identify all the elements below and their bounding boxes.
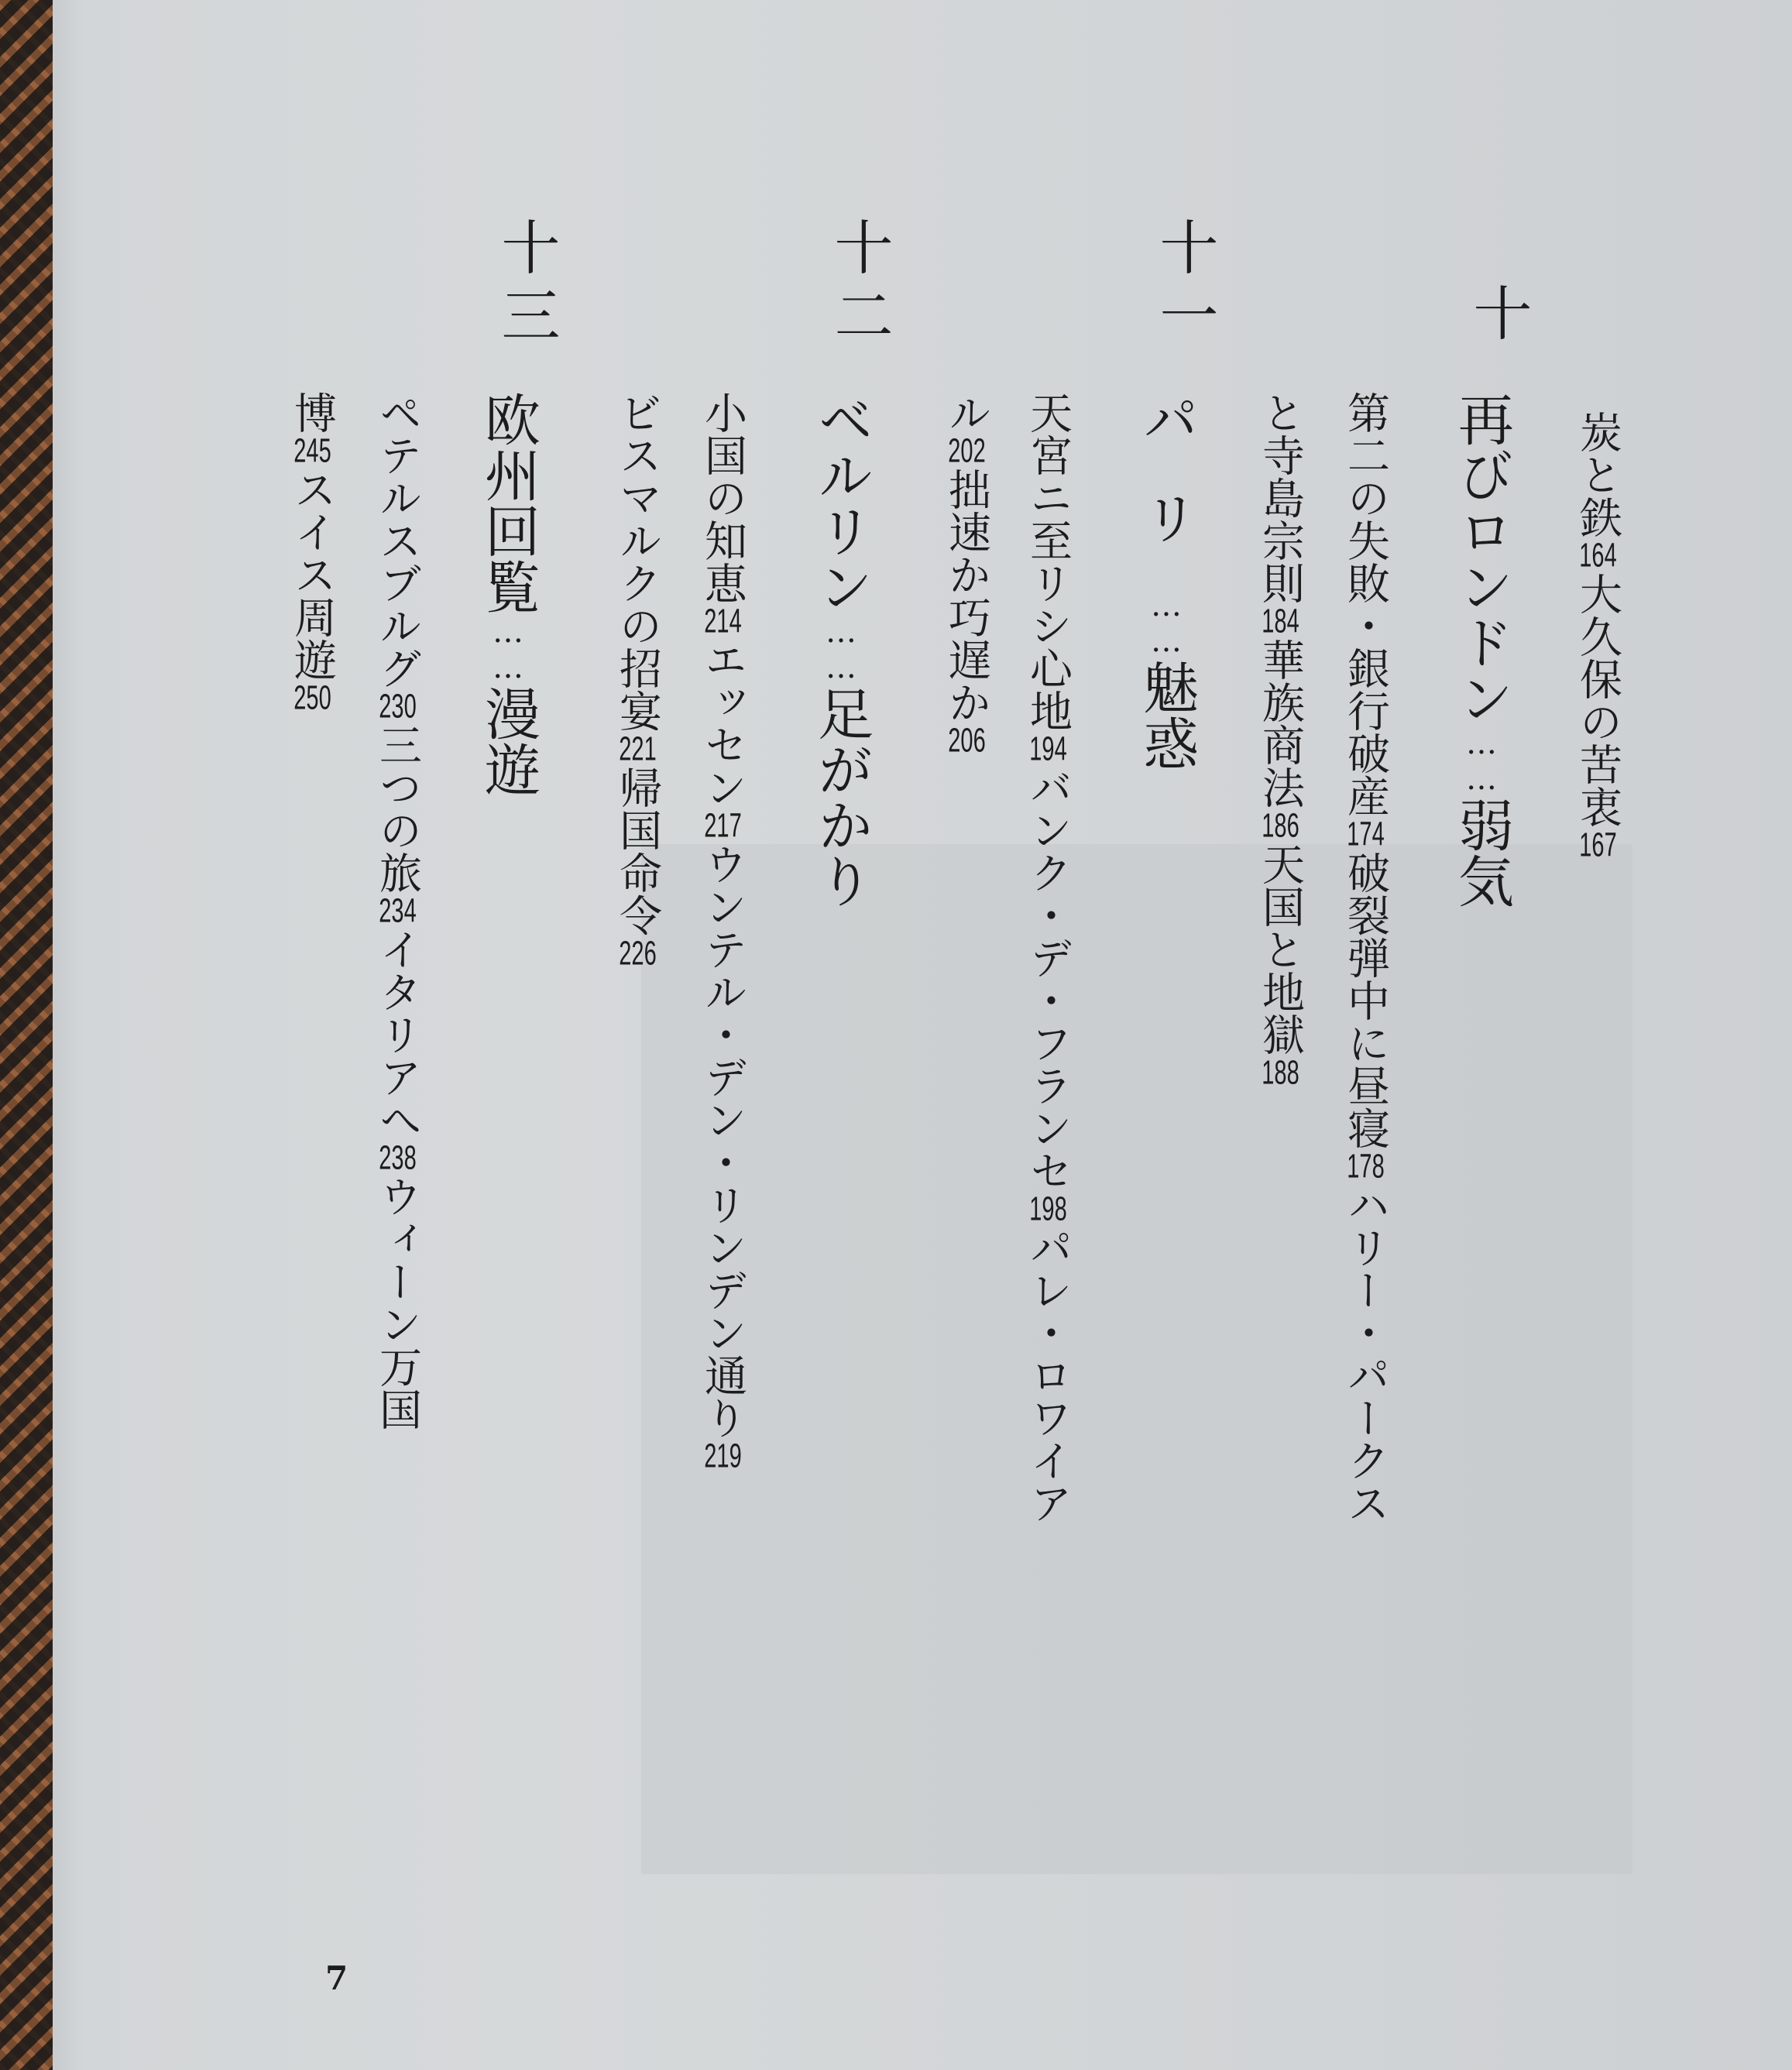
toc-item: 華族商法	[1255, 638, 1305, 808]
toc-column-13	[287, 391, 337, 715]
toc-item: 炭と鉄	[1573, 410, 1622, 538]
toc-column-9	[698, 391, 747, 1473]
page-number: 7	[325, 1959, 348, 1997]
toc-item: 小国の知恵	[698, 391, 747, 604]
chapter-title: 再びロンドン	[1449, 391, 1514, 726]
show-through-shadow	[641, 844, 1632, 1874]
page-ref: 188	[1262, 1056, 1299, 1090]
toc-item: ペテルスブルグ	[372, 391, 422, 689]
toc-item: イタリアへ	[372, 928, 422, 1141]
chapter-heading	[1449, 391, 1514, 908]
page-ref: 245	[294, 434, 331, 468]
page-ref: 194	[1029, 732, 1067, 766]
chapter-subtitle: 弱気	[1449, 797, 1514, 908]
toc-item: 三つの旅	[372, 723, 422, 894]
toc-column-1	[1573, 410, 1622, 862]
page-ref: 230	[379, 689, 417, 723]
chapter-subtitle: 足がかり	[808, 685, 874, 908]
fabric-spine	[0, 0, 53, 2070]
toc-item: ウンテル・デン・リンデン通り	[698, 843, 747, 1439]
toc-item: 帰国命令	[613, 766, 662, 936]
page-ref: 214	[704, 604, 742, 638]
chapter-subtitle: 魅惑	[1134, 659, 1199, 771]
toc-item: ル	[942, 391, 991, 434]
leader-dots: ……	[490, 614, 526, 685]
toc-column-6	[1023, 391, 1073, 1524]
chapter-heading	[475, 391, 541, 797]
toc-column-7	[942, 391, 991, 757]
toc-item: ウィーン万国	[372, 1175, 422, 1430]
page-ref: 234	[379, 894, 417, 928]
chapter-title: 欧州回覧	[475, 391, 541, 614]
chapter-heading	[808, 391, 874, 908]
page-ref: 186	[1262, 808, 1299, 843]
leader-dots: ……	[823, 614, 859, 685]
leader-dots: ……	[1148, 588, 1184, 659]
toc-item: パレ・ロワイア	[1023, 1226, 1073, 1524]
chapter-heading	[1134, 391, 1199, 771]
toc-item: 大久保の苦衷	[1573, 572, 1622, 828]
page-ref: 217	[704, 808, 742, 843]
toc-item: エッセン	[698, 638, 747, 808]
page-ref: 226	[619, 936, 657, 970]
page-ref: 178	[1347, 1149, 1385, 1183]
toc-item: ハリー・パークス	[1341, 1183, 1390, 1524]
page-ref: 238	[379, 1141, 417, 1175]
page-ref: 206	[948, 723, 986, 757]
toc-item: バンク・デ・フランセ	[1023, 766, 1073, 1192]
page-ref: 219	[704, 1439, 742, 1473]
toc-item: 天宮ニ至リシ心地	[1023, 391, 1073, 732]
page-ref: 164	[1579, 538, 1617, 572]
toc-item: と寺島宗則	[1255, 391, 1305, 604]
toc-item: ビスマルクの招宴	[613, 391, 662, 732]
toc-column-12	[372, 391, 422, 1430]
chapter-number: 十	[1464, 283, 1533, 351]
page-ref: 167	[1579, 828, 1617, 862]
chapter-number: 十一	[1150, 217, 1219, 353]
toc-column-10	[613, 391, 662, 970]
chapter-number: 十二	[825, 217, 894, 353]
toc-item: 拙速か巧遅か	[942, 468, 991, 723]
toc-item: 博	[287, 391, 337, 434]
chapter-subtitle: 漫遊	[475, 685, 541, 797]
toc-item: スイス周遊	[287, 468, 337, 681]
page-ref: 221	[619, 732, 657, 766]
page-ref: 174	[1347, 817, 1385, 851]
page-ref: 250	[294, 681, 331, 715]
toc-column-4	[1255, 391, 1305, 1090]
page-ref: 202	[948, 434, 986, 468]
page-ref: 184	[1262, 604, 1299, 638]
chapter-number: 十三	[492, 217, 561, 353]
page-ref: 198	[1029, 1192, 1067, 1226]
chapter-title: パリ	[1134, 391, 1199, 588]
chapter-title: ベルリン	[808, 391, 874, 614]
toc-item: 天国と地獄	[1255, 843, 1305, 1056]
toc-item: 第二の失敗・銀行破産	[1341, 391, 1390, 817]
toc-column-3	[1341, 391, 1390, 1524]
leader-dots: ……	[1464, 726, 1499, 797]
toc-item: 破裂弾中に昼寝	[1341, 851, 1390, 1149]
